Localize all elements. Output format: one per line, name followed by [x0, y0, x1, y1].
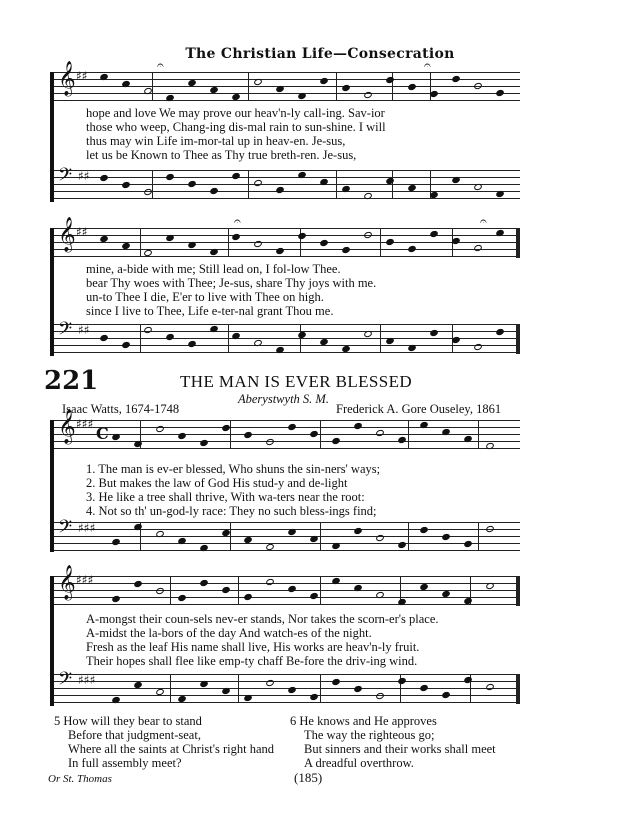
treble-clef-icon: 𝄞 — [58, 409, 76, 444]
bass-clef-icon: 𝄢 — [58, 165, 73, 190]
barline — [230, 522, 231, 551]
barline — [320, 576, 321, 605]
tune-name: Aberystwyth S. M. — [238, 392, 329, 406]
barline — [478, 522, 479, 551]
lyric-line: those who weep, Chang-ing dis-mal rain to sun-shine. I will — [86, 120, 386, 134]
verse-6-line: A dreadful overthrow. — [304, 756, 414, 770]
fermata-icon: 𝄐 — [480, 214, 487, 228]
verse-5-line: Before that judgment-seat, — [68, 728, 201, 742]
barline — [380, 324, 381, 353]
barline — [230, 420, 231, 449]
key-signature-icon: ♯♯♯ — [76, 417, 94, 431]
barline — [140, 228, 141, 257]
lyric-line: 3. He like a tree shall thrive, With wa-ters near the root: — [86, 490, 365, 504]
barline — [320, 674, 321, 703]
author-credit: Isaac Watts, 1674-1748 — [62, 402, 180, 416]
treble-staff — [54, 573, 520, 606]
verse-5-line: Where all the saints at Christ's right hand — [68, 742, 275, 756]
final-barline — [516, 228, 520, 258]
treble-clef-icon: 𝄞 — [58, 565, 76, 600]
barline — [408, 522, 409, 551]
barline — [228, 228, 229, 257]
barline — [336, 72, 337, 101]
lyric-line: mine, a-bide with me; Still lead on, I fol-low Thee. — [86, 262, 341, 276]
barline — [320, 522, 321, 551]
key-signature-icon: ♯♯ — [76, 225, 88, 239]
barline — [248, 170, 249, 199]
final-barline — [516, 674, 520, 704]
barline — [170, 576, 171, 605]
verse-6-line: The way the righteous go; — [304, 728, 435, 742]
barline — [140, 324, 141, 353]
barline — [320, 420, 321, 449]
lyric-line: 1. The man is ev-er blessed, Who shuns the sin-ners' ways; — [86, 462, 381, 476]
lyric-line: bear Thy woes with Thee; Je-sus, share Thy joys with me. — [86, 276, 377, 290]
page-number: (185) — [294, 770, 323, 785]
fermata-icon: 𝄐 — [157, 58, 164, 72]
lyric-line: thus may win Life im-mor-tal up in heav-en. Je-sus, — [86, 134, 346, 148]
lyric-line: Their hopes shall flee like emp-ty chaff Be-fore the driv-ing wind. — [86, 654, 418, 668]
key-signature-icon: ♯♯ — [76, 69, 88, 83]
key-signature-icon: ♯♯♯ — [78, 673, 96, 687]
key-signature-icon: ♯♯♯ — [76, 573, 94, 587]
bass-clef-icon: 𝄢 — [58, 517, 73, 542]
bass-clef-icon: 𝄢 — [58, 319, 73, 344]
final-barline — [516, 576, 520, 606]
key-signature-icon: ♯♯♯ — [78, 521, 96, 535]
barline — [478, 420, 479, 449]
verse-5-line: In full assembly meet? — [68, 756, 182, 770]
barline — [170, 674, 171, 703]
footnote: Or St. Thomas — [48, 773, 112, 785]
bass-staff — [54, 324, 520, 354]
verse-5-line: 5 How will they bear to stand — [54, 714, 202, 728]
time-signature: C — [96, 424, 109, 443]
barline — [228, 324, 229, 353]
barline — [408, 420, 409, 449]
hymn-number: 221 — [44, 366, 99, 396]
fermata-icon: 𝄐 — [424, 58, 431, 72]
barline — [238, 674, 239, 703]
lyric-line: A-mongst their coun-sels nev-er stands, Nor takes the scorn-er's place. — [86, 612, 439, 626]
barline — [152, 72, 153, 101]
treble-staff — [54, 417, 520, 450]
fermata-icon: 𝄐 — [234, 214, 241, 228]
lyric-line: since I live to Thee, Life e-ter-nal grant Thou me. — [86, 304, 334, 318]
key-signature-icon: ♯♯ — [78, 323, 90, 337]
composer-credit: Frederick A. Gore Ouseley, 1861 — [336, 402, 502, 416]
lyric-line: Fresh as the leaf His name shall live, His works are heav'n-ly fruit. — [86, 640, 420, 654]
lyric-line: hope and love We may prove our heav'n-ly call-ing. Sav-ior — [86, 106, 385, 120]
treble-clef-icon: 𝄞 — [58, 61, 76, 96]
barline — [300, 324, 301, 353]
barline — [152, 170, 153, 199]
verse-6-line: But sinners and their works shall meet — [304, 742, 496, 756]
barline — [380, 228, 381, 257]
barline — [248, 72, 249, 101]
hymn-title: THE MAN IS EVER BLESSED — [180, 372, 413, 391]
verse-6-line: 6 He knows and He approves — [290, 714, 437, 728]
barline — [336, 170, 337, 199]
lyric-line: A-midst the la-bors of the day And watch-es of the night. — [86, 626, 372, 640]
page-header: The Christian Life—Consecration — [185, 46, 455, 62]
barline — [392, 170, 393, 199]
key-signature-icon: ♯♯ — [78, 169, 90, 183]
lyric-line: 2. But makes the law of God His stud-y and de-light — [86, 476, 348, 490]
barline — [238, 576, 239, 605]
treble-clef-icon: 𝄞 — [58, 217, 76, 252]
lyric-line: let us be Known to Thee as Thy true breth-ren. Je-sus, — [86, 148, 357, 162]
final-barline — [516, 324, 520, 354]
lyric-line: 4. Not so th' un-god-ly race: They no such bless-ings find; — [86, 504, 377, 518]
bass-clef-icon: 𝄢 — [58, 669, 73, 694]
lyric-line: un-to Thee I die, E'er to live with Thee on high. — [86, 290, 324, 304]
